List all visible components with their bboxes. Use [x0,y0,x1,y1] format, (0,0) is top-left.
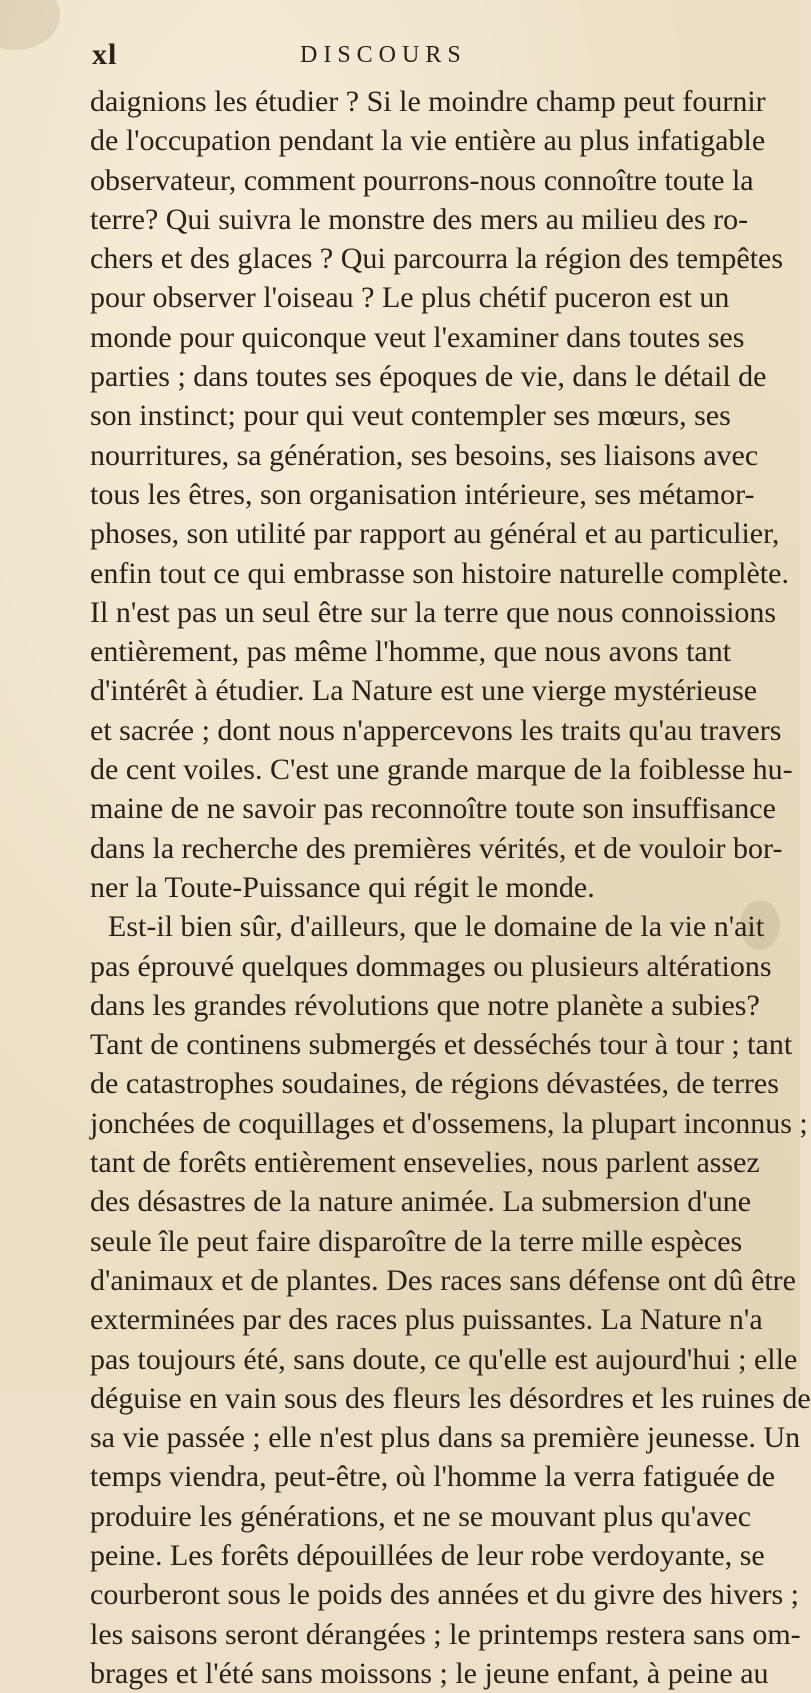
paper-stain [0,0,60,50]
text-line: d'intérêt à étudier. La Nature est une vierge mystérieuse [90,674,758,708]
text-line: tant de forêts entièrement ensevelies, nous parlent assez [90,1146,760,1180]
text-line: d'animaux et de plantes. Des races sans défense ont dû être [90,1263,796,1297]
text-line: déguise en vain sous des fleurs les désordres et les ruines de [90,1381,811,1415]
text-line: temps viendra, peut-être, où l'homme la verra fatiguée de [90,1460,776,1494]
text-line: exterminées par des races plus puissantes. La Nature n'a [90,1303,763,1337]
text-line: produire les générations, et ne se mouvant plus qu'avec [90,1499,752,1533]
text-line: de catastrophes soudaines, de régions dévastées, de terres [90,1067,779,1101]
text-line: pas toujours été, sans doute, ce qu'elle est aujourd'hui ; elle [90,1342,798,1376]
text-line: dans la recherche des premières vérités, et de vouloir bor- [90,831,783,865]
text-line: maine de ne savoir pas reconnoître toute son insuffisance [90,792,776,826]
text-line: dans les grandes révolutions que notre planète a subies? [90,988,760,1022]
page-header [92,38,732,78]
running-title: DISCOURS [300,42,467,68]
text-line-paragraph-start: Est-il bien sûr, d'ailleurs, que le domaine de la vie n'ait [108,910,765,944]
text-line: sa vie passée ; elle n'est plus dans sa première jeunesse. Un [90,1421,801,1455]
text-line: parties ; dans toutes ses époques de vie, dans le détail de [90,360,767,394]
text-line: Tant de continens submergés et desséchés tour à tour ; tant [90,1028,793,1062]
text-line: Il n'est pas un seul être sur la terre que nous connoissions [90,595,777,629]
text-line: phoses, son utilité par rapport au général et au particulier, [90,517,780,551]
text-line: peine. Les forêts dépouillées de leur robe verdoyante, se [90,1538,765,1572]
text-line: chers et des glaces ? Qui parcourra la région des tempêtes [90,242,784,276]
text-line: de cent voiles. C'est une grande marque de la foiblesse hu- [90,753,793,787]
text-line: courberont sous le poids des années et du givre des hivers ; [90,1578,799,1612]
text-line: les saisons seront dérangées ; le printemps restera sans om- [90,1617,801,1651]
text-line-paragraph-end: ner la Toute-Puissance qui régit le monde. [90,870,595,904]
page-number: xl [92,38,118,71]
text-line: son instinct; pour qui veut contempler ses mœurs, ses [90,399,731,433]
text-line: daignions les étudier ? Si le moindre champ peut fournir [90,85,766,118]
text-line: jonchées de coquillages et d'ossemens, la plupart inconnus ; [90,1106,808,1140]
text-line: des désastres de la nature animée. La submersion d'une [90,1185,752,1219]
text-line: entièrement, pas même l'homme, que nous avons tant [90,635,732,669]
text-line: de l'occupation pendant la vie entière au plus infatigable [90,124,766,158]
text-line: seule île peut faire disparoître de la terre mille espèces [90,1224,743,1258]
text-line: tous les êtres, son organisation intérieure, ses métamor- [90,477,755,511]
text-line: enfin tout ce qui embrasse son histoire naturelle complète. [90,556,789,590]
text-line: observateur, comment pourrons-nous connoître toute la [90,163,754,197]
body-text [90,82,811,1693]
text-line: terre? Qui suivra le monstre des mers au milieu des ro- [90,202,749,236]
text-line: brages et l'été sans moissons ; le jeune enfant, à peine au [90,1656,769,1690]
text-line: pour observer l'oiseau ? Le plus chétif puceron est un [90,281,730,315]
text-line: et sacrée ; dont nous n'appercevons les traits qu'au travers [90,713,782,747]
text-line: nourritures, sa génération, ses besoins, ses liaisons avec [90,438,759,472]
text-line: monde pour quiconque veut l'examiner dans toutes ses [90,320,745,354]
text-line: pas éprouvé quelques dommages ou plusieurs altérations [90,949,772,983]
